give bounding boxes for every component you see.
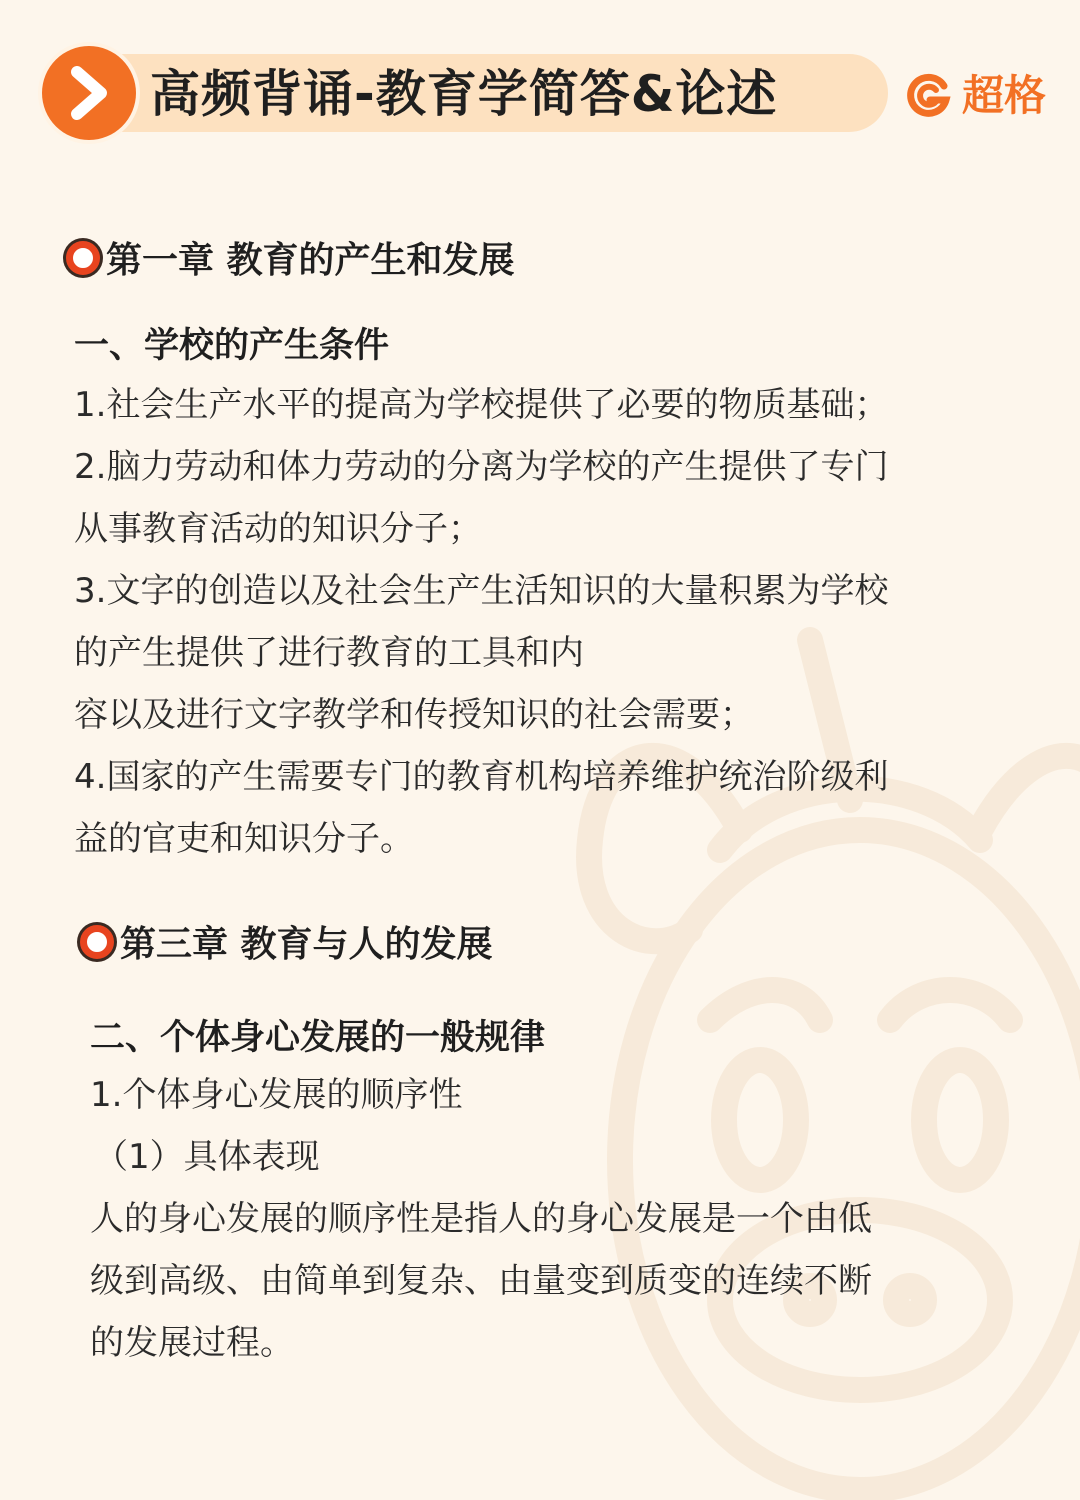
chapter-1-body bbox=[74, 374, 888, 870]
body-line: 容以及进行文字教学和传授知识的社会需要； bbox=[74, 695, 754, 735]
ring-bullet-icon bbox=[66, 241, 100, 275]
brand-g-icon bbox=[904, 72, 952, 120]
brand-name: 超格 bbox=[962, 71, 1047, 120]
chapter-3-body bbox=[90, 1064, 872, 1374]
ring-bullet-icon bbox=[80, 925, 114, 959]
page-title: 高频背诵-教育学简答&论述 bbox=[150, 65, 778, 123]
chapter-3-title: 第三章 教育与人的发展 bbox=[120, 924, 493, 965]
section-1-title: 一、学校的产生条件 bbox=[74, 326, 390, 366]
body-line: （1）具体表现 bbox=[94, 1137, 320, 1177]
body-line: 的产生提供了进行教育的工具和内 bbox=[74, 633, 584, 673]
body-line: 的发展过程。 bbox=[90, 1323, 294, 1363]
chapter-3-heading bbox=[80, 916, 493, 967]
body-line: 人的身心发展的顺序性是指人的身心发展是一个由低 bbox=[90, 1199, 872, 1239]
chapter-1-title: 第一章 教育的产生和发展 bbox=[106, 240, 515, 281]
body-line: 从事教育活动的知识分子； bbox=[74, 509, 482, 549]
body-line: 3.文字的创造以及社会生产生活知识的大量积累为学校 bbox=[74, 571, 889, 611]
section-2-title: 二、个体身心发展的一般规律 bbox=[90, 1018, 546, 1058]
chapter-1-heading bbox=[66, 232, 515, 283]
body-line: 1.社会生产水平的提高为学校提供了必要的物质基础； bbox=[74, 385, 889, 425]
body-line: 1.个体身心发展的顺序性 bbox=[90, 1075, 463, 1115]
brand-logo bbox=[904, 66, 1046, 126]
body-line: 级到高级、由简单到复杂、由量变到质变的连续不断 bbox=[90, 1261, 872, 1301]
body-line: 4.国家的产生需要专门的教育机构培养维护统治阶级利 bbox=[74, 757, 889, 797]
body-line: 益的官吏和知识分子。 bbox=[74, 819, 414, 859]
body-line: 2.脑力劳动和体力劳动的分离为学校的产生提供了专门 bbox=[74, 447, 889, 487]
chevron-right-icon bbox=[42, 46, 136, 140]
